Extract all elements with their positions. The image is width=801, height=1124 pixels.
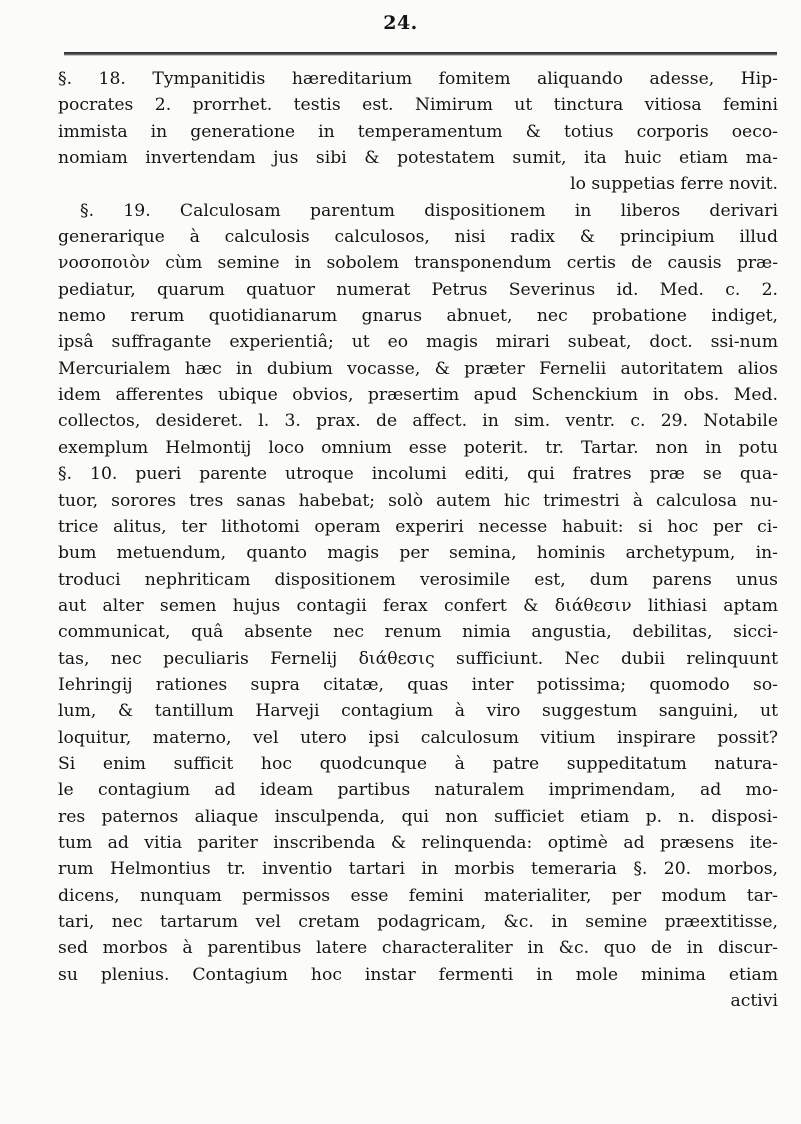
text-line: nomiam invertendam jus sibi & potestatem sumit, ita huic etiam ma-	[58, 148, 778, 169]
text-line: exemplum Helmontij loco omnium esse poterit. tr. Tartar. non in potu	[58, 437, 778, 458]
text-line: generarique à calculosis calculosos, nisi radix & principium illud	[58, 227, 778, 248]
text-line: tas, nec peculiaris Fernelij διάθεσις sufficiunt. Nec dubii relinquunt	[58, 648, 778, 669]
text-line: dicens, nunquam permissos esse femini materialiter, per modum tar-	[58, 885, 778, 906]
text-line: tum ad vitia pariter inscribenda & relinquenda: optimè ad præsens ite-	[58, 832, 778, 853]
text-line: νοσοποιὸν cùm semine in sobolem transponendum certis de causis præ-	[58, 253, 778, 274]
text-line: lo suppetias ferre novit.	[570, 174, 778, 195]
text-line: le contagium ad ideam partibus naturalem imprimendam, ad mo-	[58, 780, 778, 801]
text-block	[58, 66, 778, 1014]
text-line: ipsâ suffragante experientiâ; ut eo magis mirari subeat, doct. ssi-num	[58, 332, 778, 353]
text-line: communicat, quâ absente nec renum nimia angustia, debilitas, sicci-	[58, 622, 778, 643]
header-rule	[64, 52, 777, 56]
text-line: immista in generatione in temperamentum & totius corporis oeco-	[58, 121, 778, 142]
text-line: aut alter semen hujus contagii ferax confert & διάθεσιν lithiasi aptam	[58, 595, 778, 616]
text-line: activi	[730, 991, 778, 1012]
text-line: bum metuendum, quanto magis per semina, hominis archetypum, in-	[58, 543, 778, 564]
text-line: §. 19. Calculosam parentum dispositionem in liberos derivari	[80, 200, 778, 221]
text-line: Mercurialem hæc in dubium vocasse, & præter Fernelii autoritatem alios	[58, 358, 778, 379]
text-line: tuor, sorores tres sanas habebat; solò autem hic trimestri à calculosa nu-	[58, 490, 778, 511]
page-number: 24.	[383, 12, 418, 34]
text-line: su plenius. Contagium hoc instar fermenti in mole minima etiam	[58, 964, 778, 985]
text-line: collectos, desideret. l. 3. prax. de affect. in sim. ventr. c. 29. Notabile	[58, 411, 778, 432]
text-line: sed morbos à parentibus latere characteraliter in &c. quo de in discur-	[58, 938, 778, 959]
text-line: pocrates 2. prorrhet. testis est. Nimirum ut tinctura vitiosa femini	[58, 95, 778, 116]
text-line: res paternos aliaque insculpenda, qui non sufficiet etiam p. n. disposi-	[58, 806, 778, 827]
text-line: pediatur, quarum quatuor numerat Petrus Severinus id. Med. c. 2.	[58, 279, 778, 300]
text-line: troduci nephriticam dispositionem verosimile est, dum parens unus	[58, 569, 778, 590]
text-line: tari, nec tartarum vel cretam podagricam, &c. in semine præextitisse,	[58, 912, 778, 932]
text-line: rum Helmontius tr. inventio tartari in morbis temeraria §. 20. morbos,	[58, 859, 778, 880]
text-line: Iehringij rationes supra citatæ, quas inter potissima; quomodo so-	[58, 674, 778, 695]
text-line: §. 10. pueri parente utroque incolumi editi, qui fratres præ se qua-	[58, 464, 778, 485]
text-line: trice alitus, ter lithotomi operam experiri necesse habuit: si hoc per ci-	[58, 516, 778, 537]
text-line: idem afferentes ubique obvios, præsertim apud Schenckium in obs. Med.	[58, 385, 778, 406]
text-line: loquitur, materno, vel utero ipsi calculosum vitium inspirare possit?	[58, 727, 778, 748]
text-line: lum, & tantillum Harveji contagium à viro suggestum sanguini, ut	[58, 701, 778, 722]
text-line: nemo rerum quotidianarum gnarus abnuet, nec probatione indiget,	[58, 306, 778, 327]
text-line: Si enim sufficit hoc quodcunque à patre suppeditatum natura-	[58, 753, 778, 774]
text-line: §. 18. Tympanitidis hæreditarium fomitem aliquando adesse, Hip-	[58, 69, 778, 89]
